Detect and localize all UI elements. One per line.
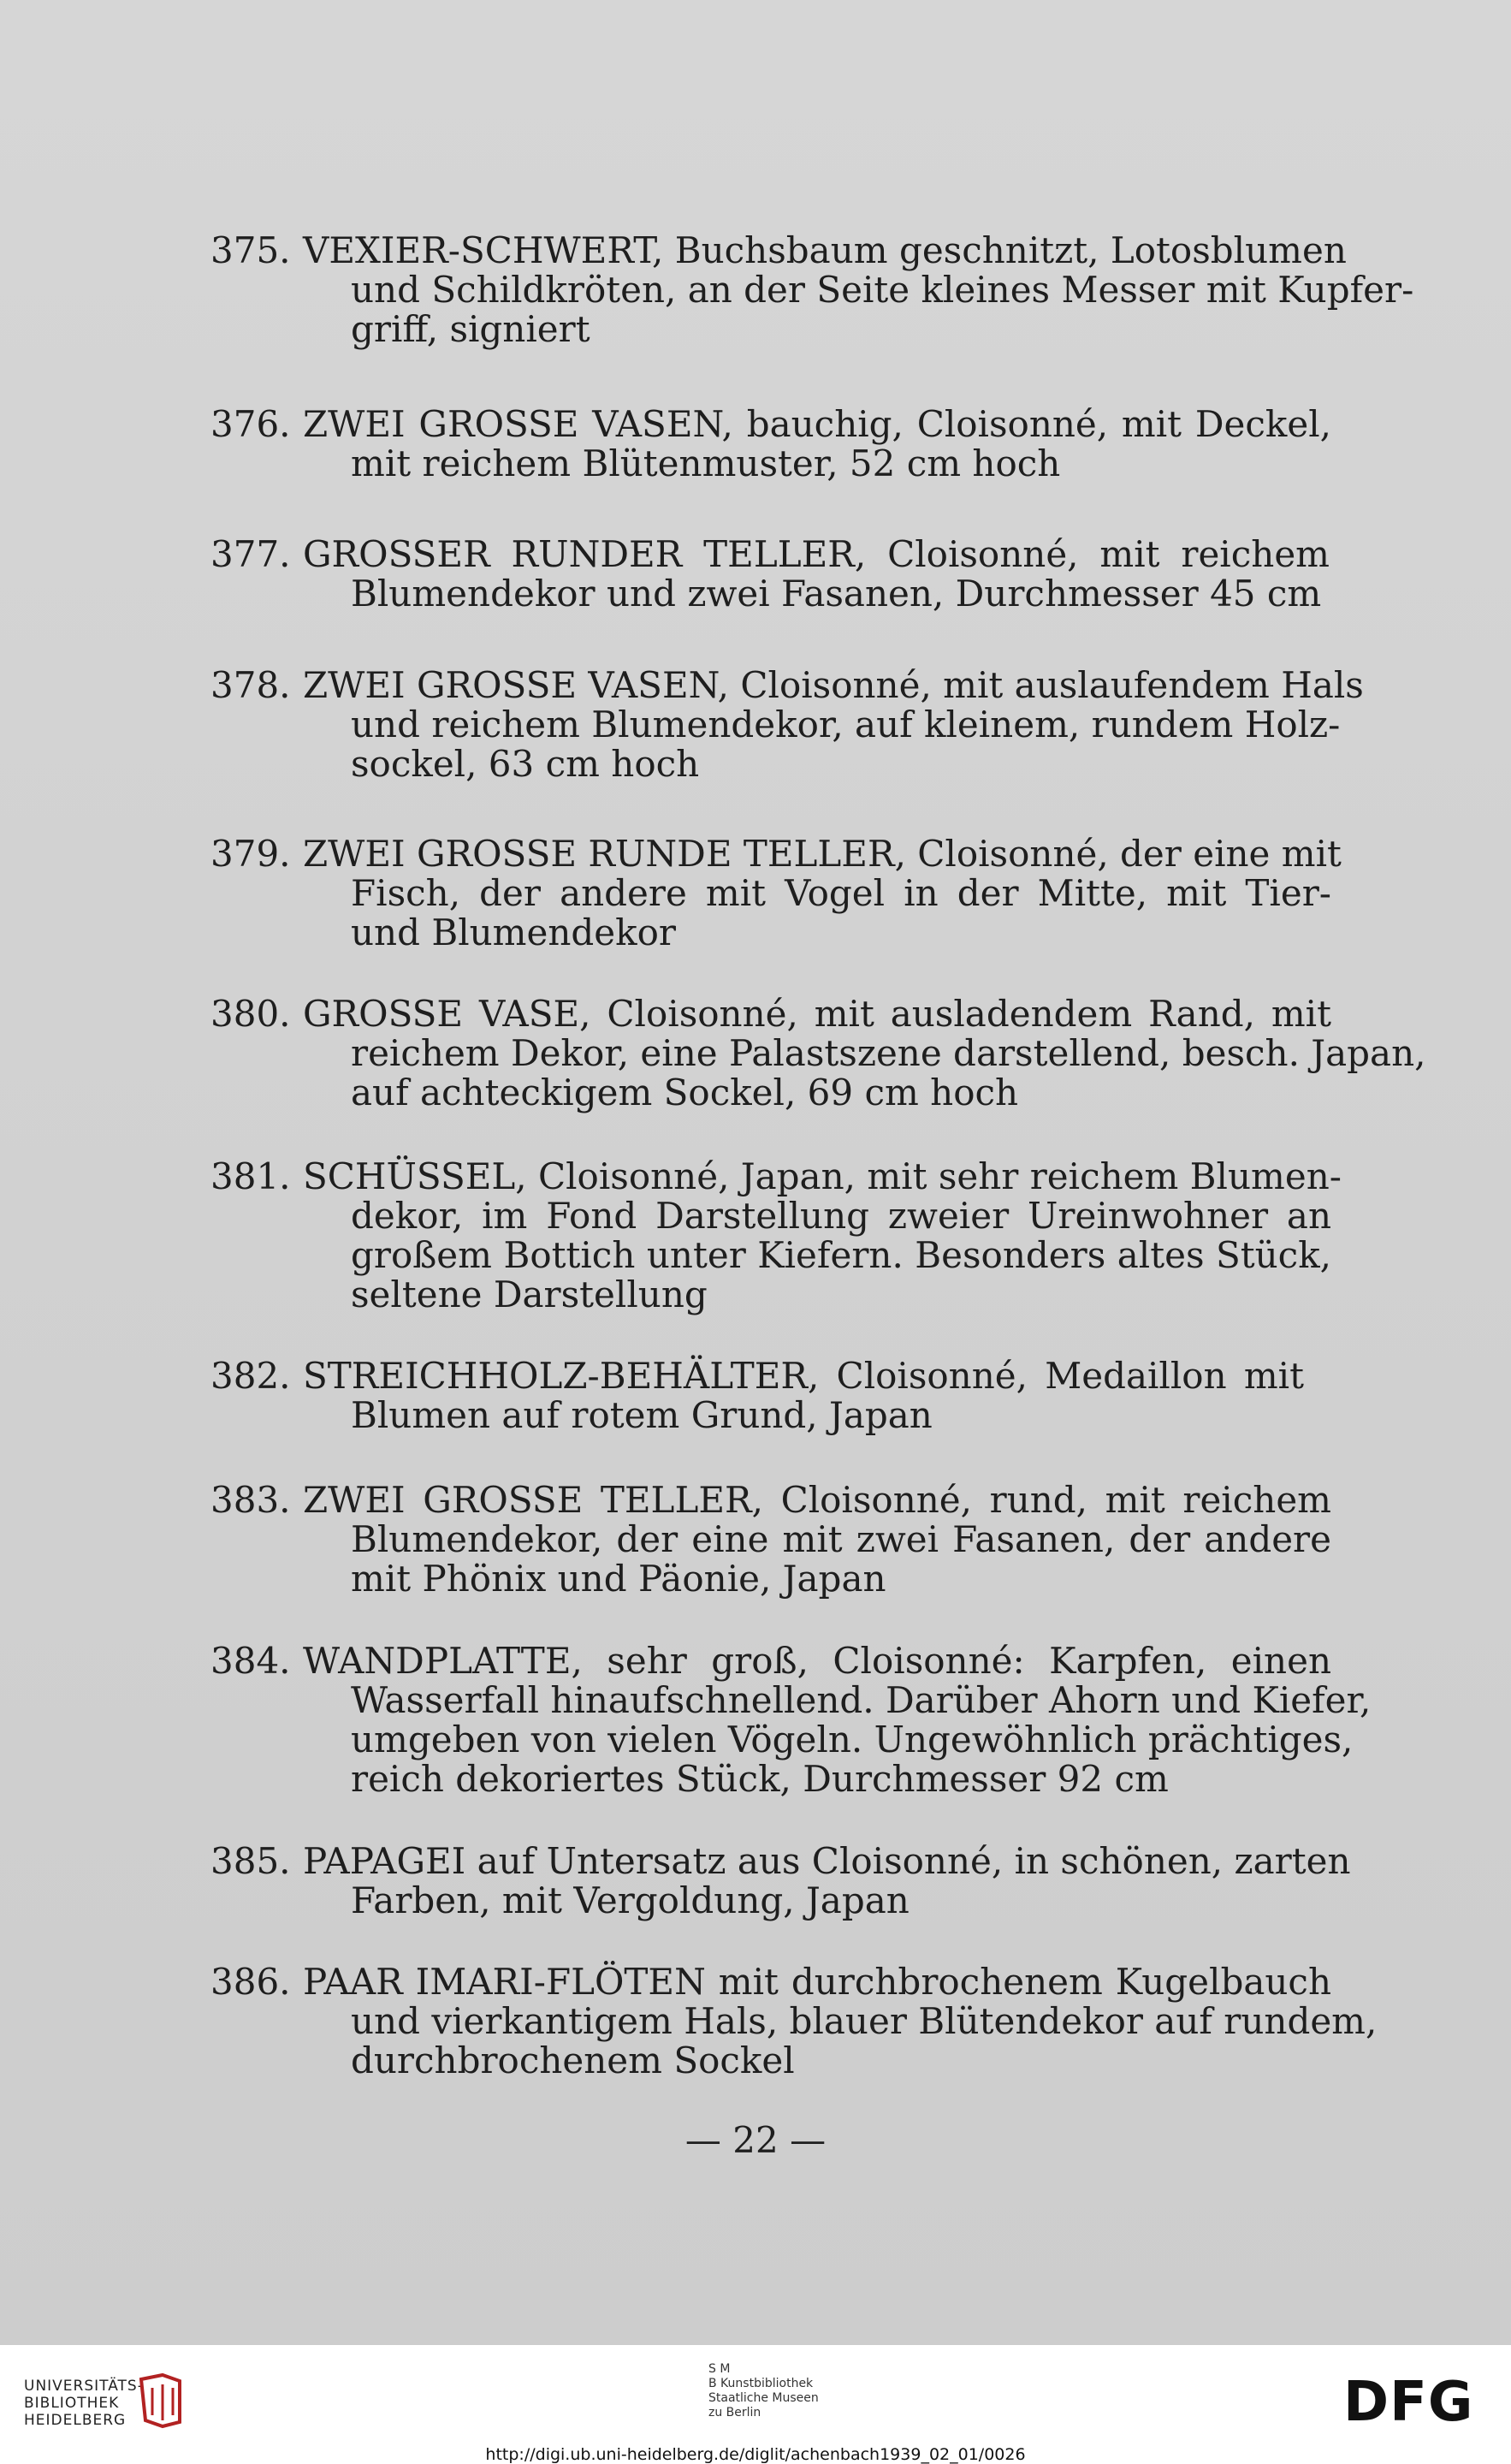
entry-line: VEXIER-SCHWERT, Buchsbaum geschnitzt, Lotosblumen bbox=[303, 229, 1347, 271]
entry-line: GROSSE VASE, Cloisonné, mit ausladendem Rand, mit bbox=[303, 993, 1331, 1035]
logo-text-line: HEIDELBERG bbox=[24, 2412, 127, 2429]
museum-line: Staatliche Museen bbox=[708, 2391, 819, 2405]
entry-line: reichem Dekor, eine Palastszene darstellend, besch. Japan, bbox=[351, 1032, 1426, 1074]
entry-line: Blumen auf rotem Grund, Japan bbox=[351, 1394, 933, 1436]
entry-line: umgeben von vielen Vögeln. Ungewöhnlich prächtiges, bbox=[351, 1719, 1354, 1760]
museum-logo[interactable] bbox=[708, 2362, 819, 2420]
catalog-entry-380 bbox=[210, 993, 1426, 1113]
entry-line: WANDPLATTE, sehr groß, Cloisonné: Karpfen, einen bbox=[303, 1640, 1331, 1682]
entry-line: und Schildkröten, an der Seite kleines Messer mit Kupfer- bbox=[351, 269, 1414, 311]
catalog-entry-376 bbox=[210, 405, 1331, 484]
entry-line: SCHÜSSEL, Cloisonné, Japan, mit sehr reichem Blumen- bbox=[303, 1155, 1342, 1197]
catalog-entry-383 bbox=[210, 1481, 1331, 1599]
entry-line: ZWEI GROSSE TELLER, Cloisonné, rund, mit reichem bbox=[303, 1479, 1331, 1521]
entry-line: ZWEI GROSSE VASEN, bauchig, Cloisonné, mit Deckel, bbox=[303, 403, 1331, 445]
university-emblem-icon bbox=[137, 2371, 188, 2431]
entry-line: PAPAGEI auf Untersatz aus Cloisonné, in schönen, zarten bbox=[303, 1840, 1351, 1882]
entry-line: PAAR IMARI-FLÖTEN mit durchbrochenem Kugelbauch bbox=[303, 1961, 1331, 2003]
entry-line: auf achteckigem Sockel, 69 cm hoch bbox=[351, 1072, 1019, 1113]
entry-line: ZWEI GROSSE RUNDE TELLER, Cloisonné, der eine mit bbox=[303, 833, 1342, 875]
entry-line: Blumendekor, der eine mit zwei Fasanen, der andere bbox=[351, 1518, 1331, 1560]
entry-number: 382. bbox=[210, 1355, 291, 1397]
entry-line: Farben, mit Vergoldung, Japan bbox=[351, 1879, 910, 1921]
entry-line: Blumendekor und zwei Fasanen, Durchmesser 45 cm bbox=[351, 573, 1322, 615]
entry-line: griff, signiert bbox=[351, 308, 590, 350]
digitization-footer bbox=[0, 2345, 1511, 2448]
catalog-entry-382 bbox=[210, 1357, 1331, 1435]
entry-line: und Blumendekor bbox=[351, 911, 676, 953]
logo-text-line: UNIVERSITÄTS- bbox=[24, 2378, 144, 2395]
catalog-entry-384 bbox=[210, 1640, 1372, 1800]
entry-number: 379. bbox=[210, 833, 291, 875]
entry-number: 376. bbox=[210, 403, 291, 445]
entry-line: und vierkantigem Hals, blauer Blütendekor auf rundem, bbox=[351, 2000, 1378, 2042]
university-library-logo[interactable] bbox=[24, 2378, 144, 2429]
museum-line: zu Berlin bbox=[708, 2406, 761, 2419]
entry-line: ZWEI GROSSE VASEN, Cloisonné, mit auslaufendem Hals bbox=[303, 664, 1364, 706]
entry-number: 383. bbox=[210, 1479, 291, 1521]
entry-line: mit reichem Blütenmuster, 52 cm hoch bbox=[351, 442, 1061, 484]
entry-number: 378. bbox=[210, 664, 291, 706]
catalog-entry-385 bbox=[210, 1840, 1351, 1921]
entry-line: dekor, im Fond Darstellung zweier Ureinwohner an bbox=[351, 1195, 1331, 1237]
catalog-entry-381 bbox=[210, 1155, 1342, 1315]
entry-number: 384. bbox=[210, 1640, 291, 1682]
entry-line: seltene Darstellung bbox=[351, 1274, 708, 1315]
entry-number: 380. bbox=[210, 993, 291, 1035]
catalog-entry-386 bbox=[210, 1961, 1378, 2081]
entry-number: 375. bbox=[210, 229, 291, 271]
catalog-entry-377 bbox=[210, 535, 1331, 614]
catalog-entry-378 bbox=[210, 664, 1364, 785]
source-url[interactable]: http://digi.ub.uni-heidelberg.de/diglit/achenbach1939_02_01/0026 bbox=[0, 2446, 1511, 2464]
page-number: — 22 — bbox=[684, 2119, 827, 2161]
entry-line: Wasserfall hinaufschnellend. Darüber Ahorn und Kiefer, bbox=[351, 1679, 1372, 1721]
entry-number: 386. bbox=[210, 1961, 291, 2003]
logo-text-line: BIBLIOTHEK bbox=[24, 2395, 120, 2412]
entry-line: Fisch, der andere mit Vogel in der Mitte, mit Tier- bbox=[351, 872, 1331, 914]
museum-line: B Kunstbibliothek bbox=[708, 2377, 814, 2390]
entry-line: mit Phönix und Päonie, Japan bbox=[351, 1558, 886, 1600]
entry-line: großem Bottich unter Kiefern. Besonders altes Stück, bbox=[351, 1234, 1331, 1276]
catalog-entry-379 bbox=[210, 833, 1342, 953]
entry-number: 381. bbox=[210, 1155, 291, 1197]
entry-line: STREICHHOLZ-BEHÄLTER, Cloisonné, Medaillon mit bbox=[303, 1355, 1304, 1397]
entry-line: und reichem Blumendekor, auf kleinem, rundem Holz- bbox=[351, 704, 1341, 745]
entry-line: sockel, 63 cm hoch bbox=[351, 743, 700, 785]
dfg-logo[interactable]: DFG bbox=[1343, 2371, 1474, 2434]
catalog-entry-375 bbox=[210, 229, 1414, 350]
entry-number: 377. bbox=[210, 533, 291, 575]
entry-number: 385. bbox=[210, 1840, 291, 1882]
entry-line: GROSSER RUNDER TELLER, Cloisonné, mit reichem bbox=[303, 533, 1330, 575]
entry-line: durchbrochenem Sockel bbox=[351, 2039, 795, 2081]
museum-line: S M bbox=[708, 2362, 731, 2376]
entry-line: reich dekoriertes Stück, Durchmesser 92 cm bbox=[351, 1758, 1169, 1800]
